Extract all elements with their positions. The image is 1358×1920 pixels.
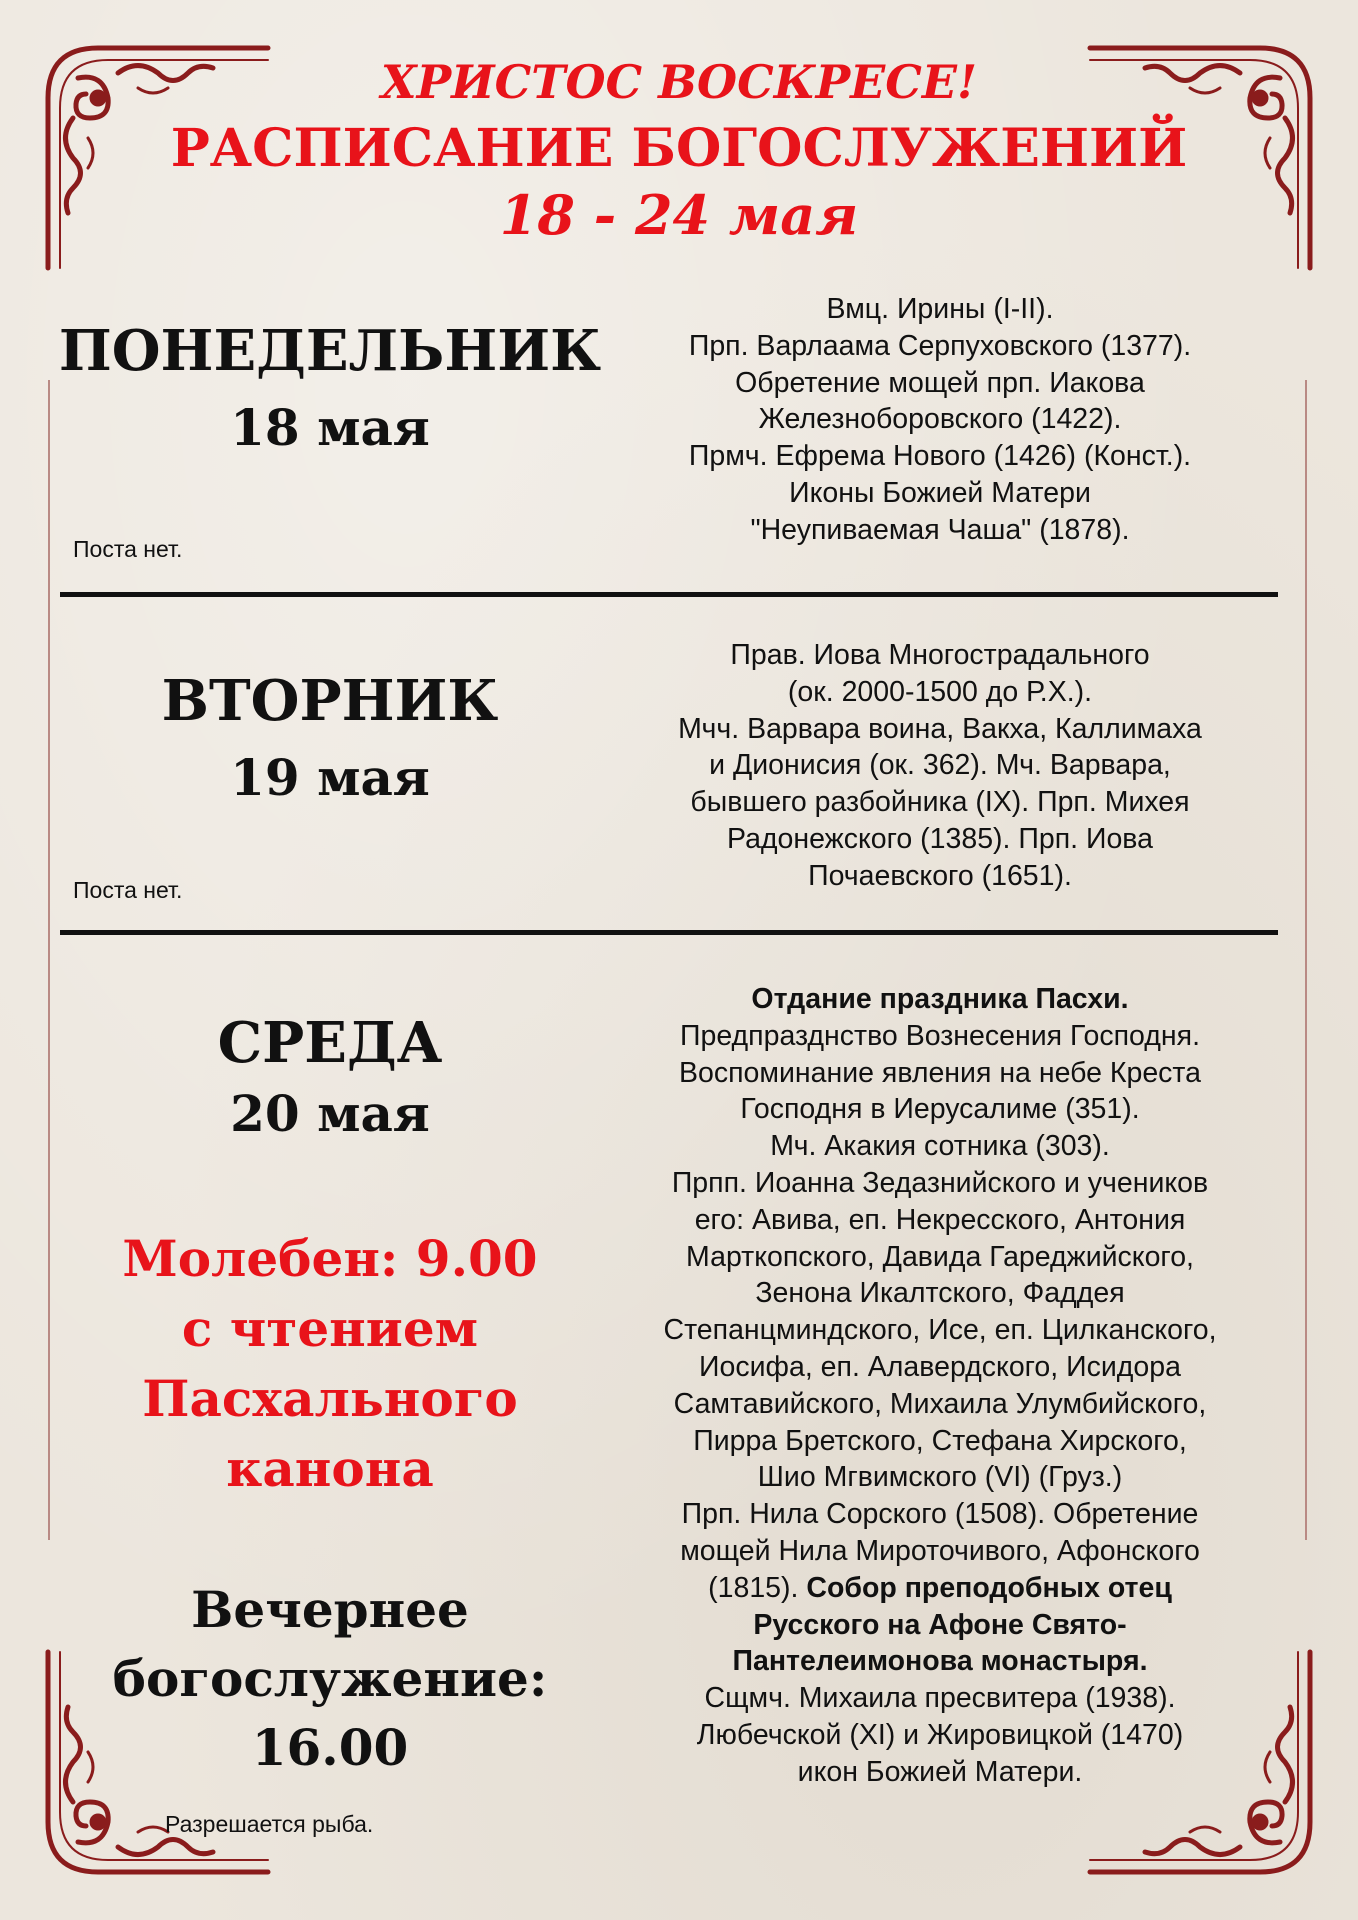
service-line: Пасхального bbox=[142, 1369, 518, 1428]
saint-line: Иконы Божией Матери bbox=[789, 476, 1091, 509]
day-date: 19 мая bbox=[230, 748, 430, 807]
saint-line: бывшего разбойника (IX). Прп. Михея bbox=[690, 786, 1190, 819]
day-name: ПОНЕДЕЛЬНИК bbox=[58, 318, 602, 384]
saint-line: Прп. Нила Сорского (1508). Обретение bbox=[681, 1498, 1199, 1531]
service-line: с чтением bbox=[181, 1299, 479, 1358]
saints-list bbox=[600, 637, 1280, 895]
saint-line-mixed: (1815). Собор преподобных отец bbox=[708, 1571, 1172, 1604]
day-name: СРЕДА bbox=[217, 1010, 443, 1076]
moleben-service bbox=[0, 1224, 660, 1504]
fast-note: Разрешается рыба. bbox=[165, 1811, 374, 1837]
right-border-line bbox=[1305, 380, 1307, 1540]
saint-line: (ок. 2000-1500 до Р.Х.). bbox=[787, 675, 1093, 708]
fast-note: Поста нет. bbox=[73, 536, 183, 562]
evening-service bbox=[0, 1575, 660, 1782]
saint-line: мощей Нила Мироточивого, Афонского bbox=[680, 1534, 1200, 1567]
saint-line: Прп. Варлаама Серпуховского (1377). bbox=[688, 329, 1192, 362]
section-divider bbox=[60, 930, 1278, 935]
service-line: Молебен: 9.00 bbox=[122, 1229, 538, 1288]
saint-line: Прмч. Ефрема Нового (1426) (Конст.). bbox=[688, 440, 1192, 473]
page-title: РАСПИСАНИЕ БОГОСЛУЖЕНИЙ bbox=[170, 118, 1188, 179]
day-date: 20 мая bbox=[230, 1084, 430, 1143]
saint-line: Марткопского, Давида Гареджийского, bbox=[686, 1240, 1194, 1273]
saint-line: и Дионисия (ок. 362). Мч. Варвара, bbox=[709, 749, 1171, 782]
saint-line: Степанцминдского, Исе, еп. Цилканского, bbox=[663, 1314, 1217, 1347]
saint-line: Сщмч. Михаила пресвитера (1938). bbox=[704, 1682, 1176, 1715]
saint-line: Шио Мгвимского (VI) (Груз.) bbox=[757, 1461, 1123, 1494]
saint-line: Господня в Иерусалиме (351). bbox=[740, 1093, 1140, 1126]
saint-line: Прав. Иова Многострадального bbox=[730, 639, 1150, 671]
saint-line-bold: Пантелеимонова монастыря. bbox=[732, 1645, 1148, 1678]
saint-line-bold: Русского на Афоне Свято- bbox=[753, 1608, 1127, 1641]
saint-line: Обретение мощей прп. Иакова bbox=[735, 366, 1145, 399]
saint-line: Иосифа, еп. Алавердского, Исидора bbox=[699, 1350, 1181, 1383]
evening-line: Вечернее bbox=[191, 1580, 469, 1639]
greeting-heading: ХРИСТОС ВОСКРЕСЕ! bbox=[380, 55, 978, 109]
saint-line: Предпразднство Вознесения Господня. bbox=[679, 1019, 1200, 1052]
saints-list bbox=[600, 981, 1280, 1791]
saints-list bbox=[600, 291, 1280, 549]
saint-line-bold: Отдание праздника Пасхи. bbox=[751, 983, 1129, 1015]
saint-line: Зенона Икалтского, Фаддея bbox=[755, 1277, 1125, 1310]
saint-line: Прпп. Иоанна Зедазнийского и учеников bbox=[671, 1166, 1209, 1199]
saint-line: Мч. Акакия сотника (303). bbox=[770, 1130, 1110, 1163]
saint-line: икон Божией Матери. bbox=[797, 1755, 1083, 1788]
saint-line: Воспоминание явления на небе Креста bbox=[678, 1056, 1202, 1089]
saint-line: Мчч. Варвара воина, Вакха, Каллимаха bbox=[678, 712, 1202, 745]
evening-line: богослужение: bbox=[112, 1649, 548, 1708]
section-divider bbox=[60, 592, 1278, 597]
saint-line: Почаевского (1651). bbox=[808, 859, 1072, 892]
saint-line: Железноборовского (1422). bbox=[758, 403, 1122, 436]
saint-line: Радонежского (1385). Прп. Иова bbox=[727, 822, 1153, 855]
fast-note: Поста нет. bbox=[73, 877, 183, 903]
saint-line: Самтавийского, Михаила Улумбийского, bbox=[673, 1387, 1207, 1420]
saint-line: Вмц. Ирины (I-II). bbox=[826, 293, 1054, 325]
saint-line: его: Авива, еп. Некресского, Антония bbox=[694, 1203, 1186, 1236]
day-date: 18 мая bbox=[230, 398, 430, 457]
evening-line: 16.00 bbox=[251, 1718, 409, 1777]
service-line: канона bbox=[226, 1439, 434, 1498]
saint-line: "Неупиваемая Чаша" (1878). bbox=[750, 513, 1130, 546]
date-range: 18 - 24 мая bbox=[499, 183, 859, 247]
saint-line: Пирра Бретского, Стефана Хирского, bbox=[693, 1424, 1187, 1457]
saint-line: Любечской (XI) и Жировицкой (1470) bbox=[696, 1718, 1184, 1751]
day-name: ВТОРНИК bbox=[161, 668, 499, 734]
